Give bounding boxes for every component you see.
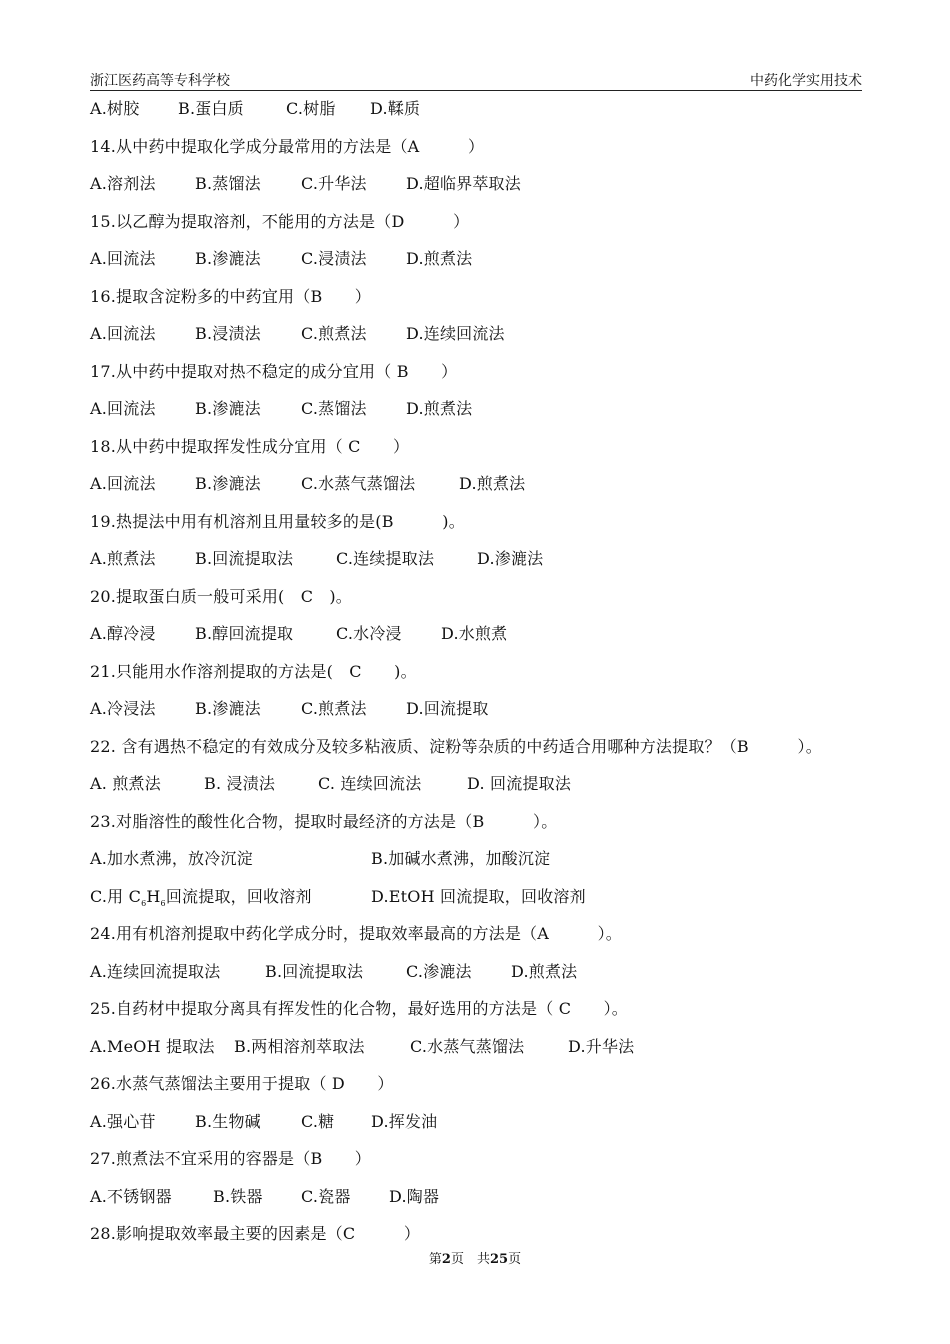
page-number: 2 — [441, 1252, 451, 1267]
question-stem: 24.用有机溶剂提取中药化学成分时，提取效率最高的方法是（A ）。 — [90, 924, 623, 943]
page-header — [90, 70, 862, 91]
footer-text: 页 共 — [450, 1252, 490, 1267]
question-stem: 21.只能用水作溶剂提取的方法是( C )。 — [90, 661, 417, 681]
option-b: B.渗漉法 — [195, 399, 261, 418]
option-d: D. 回流提取法 — [467, 774, 572, 793]
option-a: A.连续回流提取法 — [90, 961, 221, 981]
option-d: D.挥发油 — [371, 1111, 438, 1131]
option-c — [90, 886, 312, 908]
footer-text: 页 — [508, 1252, 522, 1267]
question-stem: 20.提取蛋白质一般可采用( C )。 — [90, 586, 352, 606]
option-a: A.强心苷 — [90, 1111, 156, 1131]
option-c: C.瓷器 — [301, 1186, 351, 1206]
option-a: A.冷浸法 — [90, 699, 156, 718]
option-b: B.生物碱 — [195, 1111, 261, 1131]
option-b: B.铁器 — [213, 1186, 263, 1206]
option-a: A.回流法 — [90, 474, 156, 493]
option-d: D.升华法 — [568, 1036, 635, 1056]
option-c-text: C.用 C — [90, 886, 142, 906]
option-a: A.回流法 — [90, 399, 156, 418]
option-d: D.鞣质 — [370, 99, 421, 118]
option-a: A.回流法 — [90, 324, 156, 343]
question-stem: 22. 含有遇热不稳定的有效成分及较多粘液质、淀粉等杂质的中药适合用哪种方法提取？（B ）。 — [90, 736, 822, 756]
question-stem: 27.煎煮法不宜采用的容器是（B ） — [90, 1149, 372, 1168]
option-d: D.超临界萃取法 — [406, 174, 521, 193]
option-d: D.渗漉法 — [477, 549, 544, 568]
header-course: 中药化学实用技术 — [750, 73, 862, 89]
subscript: 6 — [160, 898, 166, 908]
option-a: A.溶剂法 — [90, 174, 156, 193]
option-d: D.煎煮法 — [406, 399, 473, 418]
option-c: C.浸渍法 — [301, 249, 367, 268]
option-c-text: 回流提取，回收溶剂 — [165, 886, 312, 906]
option-b: B.加碱水煮沸，加酸沉淀 — [371, 849, 551, 868]
option-d: D.煎煮法 — [406, 249, 473, 268]
option-c: C.水蒸气蒸馏法 — [410, 1036, 525, 1056]
question-stem: 17.从中药中提取对热不稳定的成分宜用（ B ） — [90, 361, 458, 381]
option-b: B. 浸渍法 — [204, 774, 276, 793]
option-c: C.糖 — [301, 1111, 335, 1131]
question-stem: 23.对脂溶性的酸性化合物，提取时最经济的方法是（B ）。 — [90, 811, 558, 831]
option-c: C.连续提取法 — [336, 549, 435, 568]
header-school: 浙江医药高等专科学校 — [90, 73, 230, 89]
question-stem: 28.影响提取效率最主要的因素是（C ） — [90, 1224, 421, 1243]
option-a: A.煎煮法 — [90, 549, 156, 568]
option-c: C.树脂 — [286, 99, 336, 118]
option-c: C.升华法 — [301, 174, 367, 193]
option-b: B.渗漉法 — [195, 699, 261, 718]
option-a: A.MeOH 提取法 — [90, 1036, 215, 1056]
option-a: A.醇冷浸 — [90, 624, 156, 643]
footer-text: 第 — [428, 1252, 442, 1267]
option-a: A.加水煮沸，放冷沉淀 — [90, 849, 253, 868]
question-stem: 19.热提法中用有机溶剂且用量较多的是(B )。 — [90, 511, 465, 531]
option-b: B.回流提取法 — [265, 961, 364, 981]
option-b: B.蒸馏法 — [195, 174, 261, 193]
option-c: C.渗漉法 — [406, 961, 472, 981]
option-d: D.回流提取 — [406, 699, 489, 718]
question-stem: 16.提取含淀粉多的中药宜用（B ） — [90, 286, 372, 306]
option-c: C.煎煮法 — [301, 324, 367, 343]
option-c: C.水蒸气蒸馏法 — [301, 474, 416, 493]
option-b: B.渗漉法 — [195, 474, 261, 493]
option-a: A.回流法 — [90, 249, 156, 268]
option-c: C. 连续回流法 — [318, 774, 422, 793]
option-d: D.陶器 — [389, 1186, 440, 1206]
option-c: C.煎煮法 — [301, 699, 367, 718]
option-c-text: H — [146, 886, 161, 906]
option-b: B.回流提取法 — [195, 549, 294, 568]
option-d: D.水煎煮 — [441, 624, 508, 643]
option-b: B.醇回流提取 — [195, 624, 294, 643]
option-c: C.蒸馏法 — [301, 399, 367, 418]
page-footer — [0, 1248, 950, 1267]
option-a: A.树胶 — [90, 99, 140, 118]
total-pages: 25 — [489, 1252, 509, 1267]
question-stem: 18.从中药中提取挥发性成分宜用（ C ） — [90, 436, 410, 456]
question-stem: 14.从中药中提取化学成分最常用的方法是（A ） — [90, 136, 485, 156]
question-stem: 25.自药材中提取分离具有挥发性的化合物，最好选用的方法是（ C ）。 — [90, 999, 628, 1018]
option-b: B.浸渍法 — [195, 324, 261, 343]
option-d: D.连续回流法 — [406, 324, 505, 343]
option-d: D.煎煮法 — [511, 961, 578, 981]
option-c: C.水冷浸 — [336, 624, 402, 643]
question-stem: 26.水蒸气蒸馏法主要用于提取（ D ） — [90, 1074, 394, 1093]
option-d: D.煎煮法 — [459, 474, 526, 493]
subscript: 6 — [141, 898, 147, 908]
option-a: A. 煎煮法 — [90, 774, 161, 793]
option-a: A.不锈钢器 — [90, 1186, 172, 1206]
option-b: B.渗漉法 — [195, 249, 261, 268]
option-b: B.两相溶剂萃取法 — [234, 1036, 365, 1056]
option-d: D.EtOH 回流提取，回收溶剂 — [371, 886, 586, 906]
question-stem: 15.以乙醇为提取溶剂，不能用的方法是（D ） — [90, 211, 470, 231]
option-b: B.蛋白质 — [178, 99, 244, 118]
